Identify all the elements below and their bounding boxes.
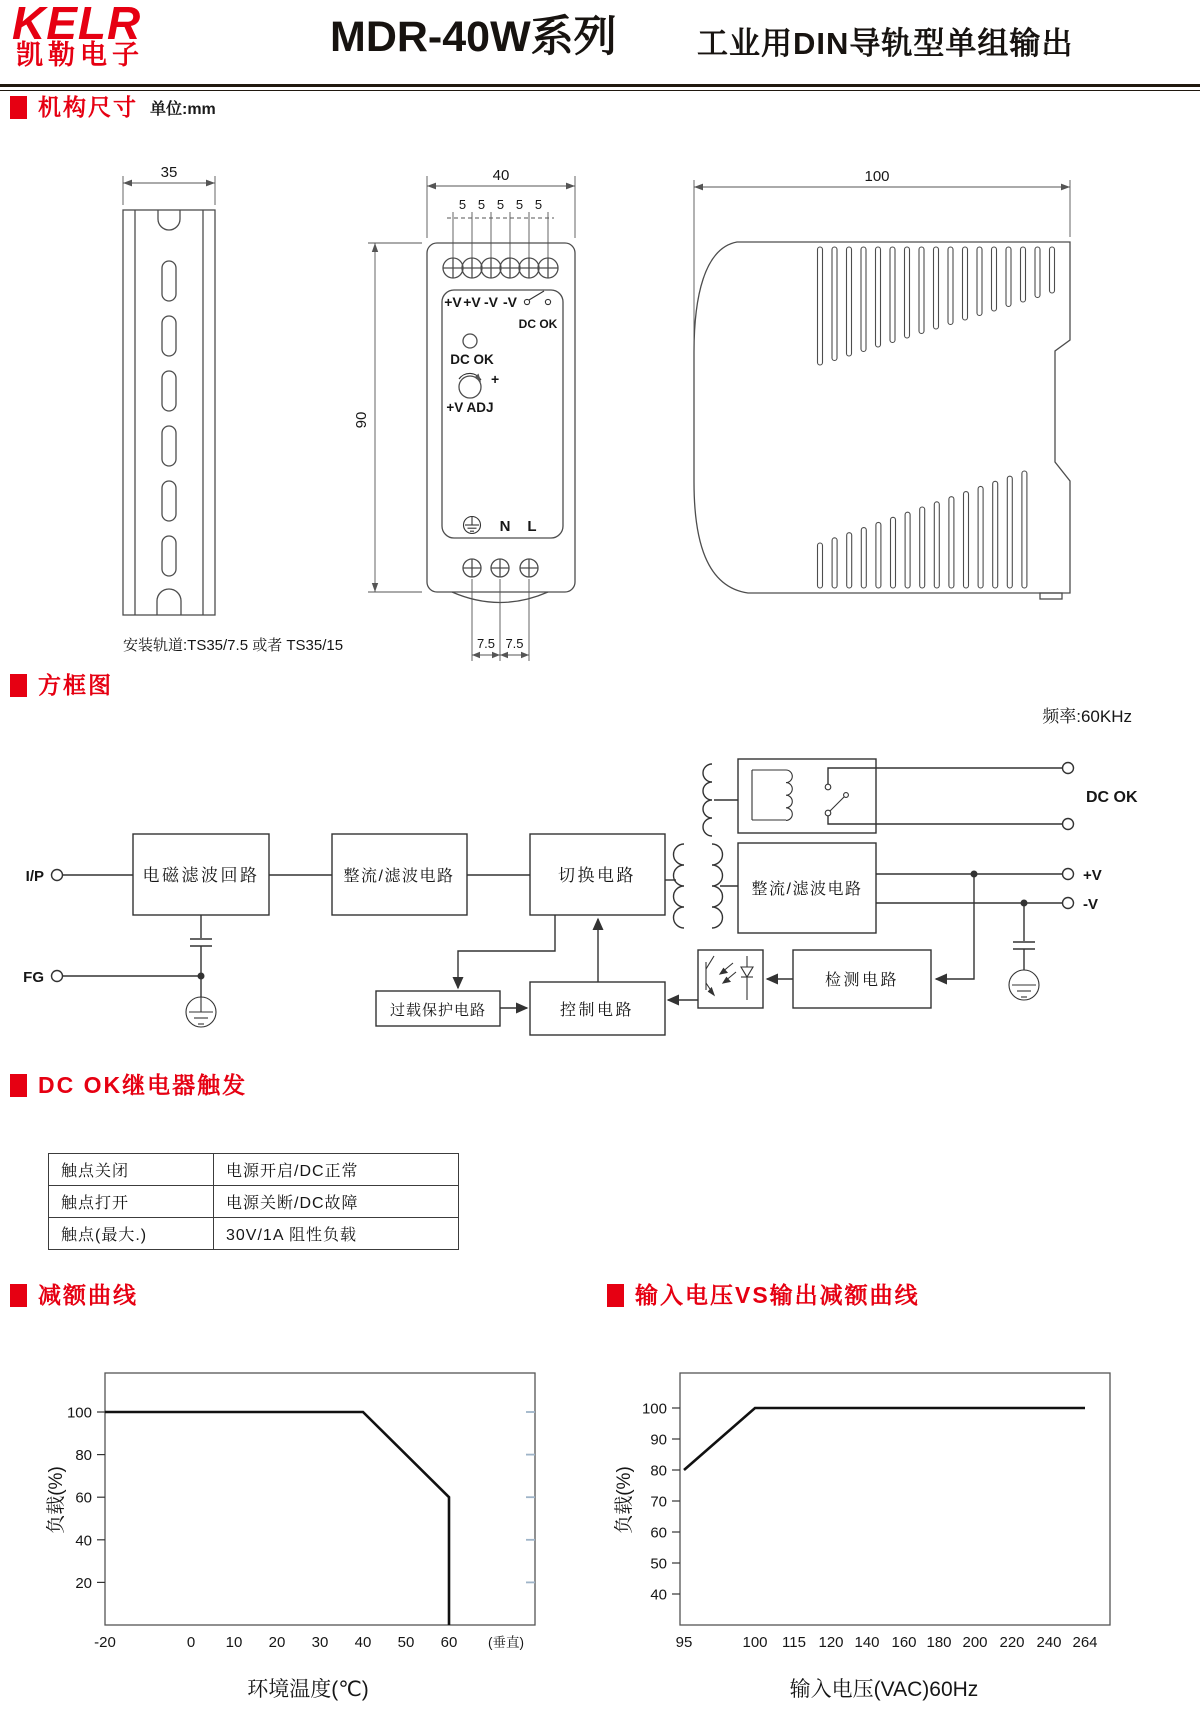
earth-ground-icon (464, 517, 481, 534)
dcok-terminal-icon (1063, 819, 1074, 830)
vent-slot (1050, 247, 1055, 293)
fg-terminal-icon (52, 971, 63, 982)
x-tick-label: 200 (962, 1634, 988, 1651)
brand-logo-chinese: 凯勒电子 (16, 40, 144, 70)
x-tick-label: 50 (397, 1634, 415, 1651)
red-square-icon (10, 1074, 27, 1097)
dim-pitch: 5 (515, 197, 524, 212)
dcok-output-label: DC OK (1086, 789, 1138, 806)
rectifier-filter-label: 整流/滤波电路 (343, 868, 455, 885)
table-cell-condition: 触点关闭 (49, 1154, 214, 1186)
vent-slot (861, 528, 866, 588)
vent-slot (832, 538, 837, 588)
vent-slot (1022, 471, 1027, 588)
rail-bottom-notch (157, 589, 181, 615)
y-tick-label: 20 (75, 1574, 92, 1592)
vent-slot (891, 517, 896, 588)
table-row (49, 1218, 459, 1250)
y-tick-label: 100 (641, 1400, 667, 1418)
dim-pitch: 5 (534, 197, 543, 212)
top-terminal-screws (443, 258, 558, 278)
vent-slot (977, 247, 982, 316)
x-tick-label: 140 (854, 1634, 880, 1651)
input-terminal-icon (52, 870, 63, 881)
relay-contact-icon (524, 291, 550, 305)
table-row (49, 1154, 459, 1186)
earth-ground-icon (1009, 970, 1039, 1000)
vent-slot (964, 492, 969, 588)
vent-slot (905, 512, 910, 588)
vminus-label: -V (1083, 896, 1098, 913)
vent-slot (876, 247, 881, 347)
unit-note: 单位:mm (150, 101, 216, 118)
bottom-vent-slots (818, 471, 1027, 588)
y-tick-label: 40 (650, 1586, 667, 1604)
section-header-input-derating-curve (607, 1284, 920, 1307)
optocoupler-box (698, 950, 763, 1008)
vent-slot (992, 247, 997, 311)
vent-slot (1021, 247, 1026, 302)
block-diagram (0, 660, 1200, 1050)
red-square-icon (10, 96, 27, 119)
x-tick-label: 20 (268, 1634, 286, 1651)
din-rail-drawing (123, 164, 343, 654)
x-tick-label: 180 (926, 1634, 952, 1651)
terminal-label: +V (463, 294, 481, 310)
side-body-outline (694, 242, 1070, 593)
x-tick-label: 264 (1072, 1634, 1098, 1651)
vent-slot (919, 247, 924, 334)
earth-ground-icon (186, 997, 216, 1027)
x-tick-label: 60 (440, 1634, 458, 1651)
overload-protect-label: 过载保护电路 (389, 1002, 487, 1019)
chart1-x-axis-label: 环境温度(℃) (247, 1678, 369, 1701)
y-tick-label: 60 (75, 1489, 92, 1507)
section-label: 输入电压VS输出减额曲线 (635, 1282, 920, 1308)
vent-slot (949, 497, 954, 588)
x-tick-label: 160 (891, 1634, 917, 1651)
terminal-label: -V (503, 294, 517, 310)
frequency-note: 频率:60KHz (1042, 707, 1132, 726)
vent-slot (1035, 247, 1040, 298)
brand-logo: KELR (12, 0, 142, 49)
section-label: DC OK继电器触发 (38, 1072, 248, 1098)
vent-slot (993, 481, 998, 588)
vplus-label: +V (1083, 867, 1102, 884)
section-label: 方框图 (38, 672, 113, 698)
y-tick-label: 60 (650, 1524, 667, 1542)
dim-body-height: 90 (353, 411, 370, 429)
table-row (49, 1186, 459, 1218)
table-cell-condition: 触点(最大.) (49, 1218, 214, 1250)
red-square-icon (607, 1284, 624, 1307)
section-header-mechanical (10, 96, 216, 119)
vent-slot (818, 543, 823, 588)
dim-pitch: 5 (477, 197, 486, 212)
bottom-terminal-screws (463, 559, 538, 577)
vent-slot (890, 247, 895, 343)
input-terminal-label: I/P (25, 868, 44, 885)
x-tick-label: 220 (999, 1634, 1025, 1651)
control-label: 控制电路 (559, 1002, 635, 1019)
adj-plus-label: + (491, 371, 500, 387)
rail-top-notch (158, 210, 180, 230)
dim-body-width: 40 (492, 167, 510, 184)
x-tick-label: 240 (1036, 1634, 1062, 1651)
neutral-label: N (499, 518, 511, 535)
dcok-terminal-icon (1063, 763, 1074, 774)
y-tick-label: 70 (650, 1493, 667, 1511)
section-header-dcok-relay (10, 1074, 247, 1097)
dim-bottom-pitch: 7.5 (505, 636, 524, 651)
section-label: 机构尺寸 (38, 94, 138, 120)
vent-slot (978, 486, 983, 588)
x-tick-label: 0 (186, 1634, 196, 1651)
vent-slot (876, 522, 881, 588)
switching-label: 切换电路 (558, 866, 636, 885)
dcok-trigger-table (48, 1153, 459, 1250)
line-label: L (527, 518, 537, 535)
x-tick-label: 10 (225, 1634, 243, 1651)
rectifier-filter2-label: 整流/滤波电路 (751, 881, 863, 898)
section-header-derating-curve (10, 1284, 138, 1307)
vent-slot (934, 247, 939, 329)
y-tick-label: 80 (650, 1462, 667, 1480)
din-clip-foot (1040, 593, 1062, 599)
vent-slot (948, 247, 953, 325)
header-divider (0, 84, 1200, 91)
vent-slot (861, 247, 866, 352)
vminus-terminal-icon (1063, 898, 1074, 909)
y-tick-label: 100 (66, 1404, 92, 1422)
vent-slot (1007, 476, 1012, 588)
table-cell-meaning: 电源关断/DC故障 (214, 1186, 459, 1218)
rail-note: 安装轨道:TS35/7.5 或者 TS35/15 (123, 637, 344, 654)
dim-bottom-pitch: 7.5 (476, 636, 496, 651)
derating-charts (0, 1340, 1200, 1712)
y-tick-label: 80 (75, 1447, 92, 1465)
mechanical-drawing (0, 130, 1200, 664)
transformer-icon (665, 764, 738, 928)
x-tick-label: 115 (782, 1634, 806, 1651)
vent-slot (818, 247, 823, 365)
table-cell-condition: 触点打开 (49, 1186, 214, 1218)
vent-slot (905, 247, 910, 338)
x-tick-label: 95 (675, 1634, 693, 1651)
led-label: DC OK (450, 352, 494, 367)
table-cell-meaning: 30V/1A 阻性负载 (214, 1218, 459, 1250)
x-tick-label: 40 (354, 1634, 372, 1651)
side-view-drawing (694, 168, 1070, 599)
x-tick-label: 30 (311, 1634, 329, 1651)
terminal-label: -V (484, 294, 498, 310)
chart1-y-axis-label: 负载(%) (46, 1466, 67, 1534)
top-vent-slots (818, 247, 1055, 365)
x-tick-label: 100 (742, 1634, 768, 1651)
adj-label: +V ADJ (446, 400, 494, 415)
dcok-led-icon (463, 334, 477, 348)
chart2-x-axis-label: 输入电压(VAC)60Hz (789, 1678, 979, 1701)
vplus-terminal-icon (1063, 869, 1074, 880)
terminal-label: +V (444, 294, 462, 310)
chart2-y-axis-label: 负载(%) (614, 1466, 635, 1534)
detect-label: 检测电路 (824, 972, 900, 989)
vent-slot (847, 533, 852, 588)
fg-terminal-label: FG (23, 969, 44, 986)
aux-winding (703, 764, 712, 836)
emi-filter-label: 电磁滤波回路 (142, 866, 260, 885)
vent-slot (963, 247, 968, 320)
vent-slot (920, 507, 925, 588)
dcok-table-body (49, 1154, 459, 1250)
relay-label: DC OK (518, 317, 558, 331)
red-square-icon (10, 1284, 27, 1307)
front-view-drawing (353, 167, 575, 661)
vent-slot (832, 247, 837, 361)
vent-slot (847, 247, 852, 356)
x-tick-label: -20 (94, 1634, 116, 1651)
dim-rail-width: 35 (160, 164, 178, 181)
vent-slot (1006, 247, 1011, 307)
table-cell-meaning: 电源开启/DC正常 (214, 1154, 459, 1186)
x-tick-label: 120 (818, 1634, 844, 1651)
dim-depth: 100 (864, 168, 890, 185)
page-title: MDR-40W系列 (330, 13, 617, 61)
chart2-plot-area (680, 1373, 1110, 1625)
y-tick-label: 50 (650, 1555, 667, 1573)
vertical-annotation: (垂直) (488, 1635, 524, 1650)
y-tick-label: 40 (75, 1532, 92, 1550)
vent-slot (934, 502, 939, 588)
y-tick-label: 90 (650, 1431, 667, 1449)
page-subtitle: 工业用DIN导轨型单组输出 (697, 26, 1074, 61)
dim-pitch: 5 (458, 197, 467, 212)
section-label: 减额曲线 (38, 1282, 138, 1308)
dim-pitch: 5 (496, 197, 505, 212)
